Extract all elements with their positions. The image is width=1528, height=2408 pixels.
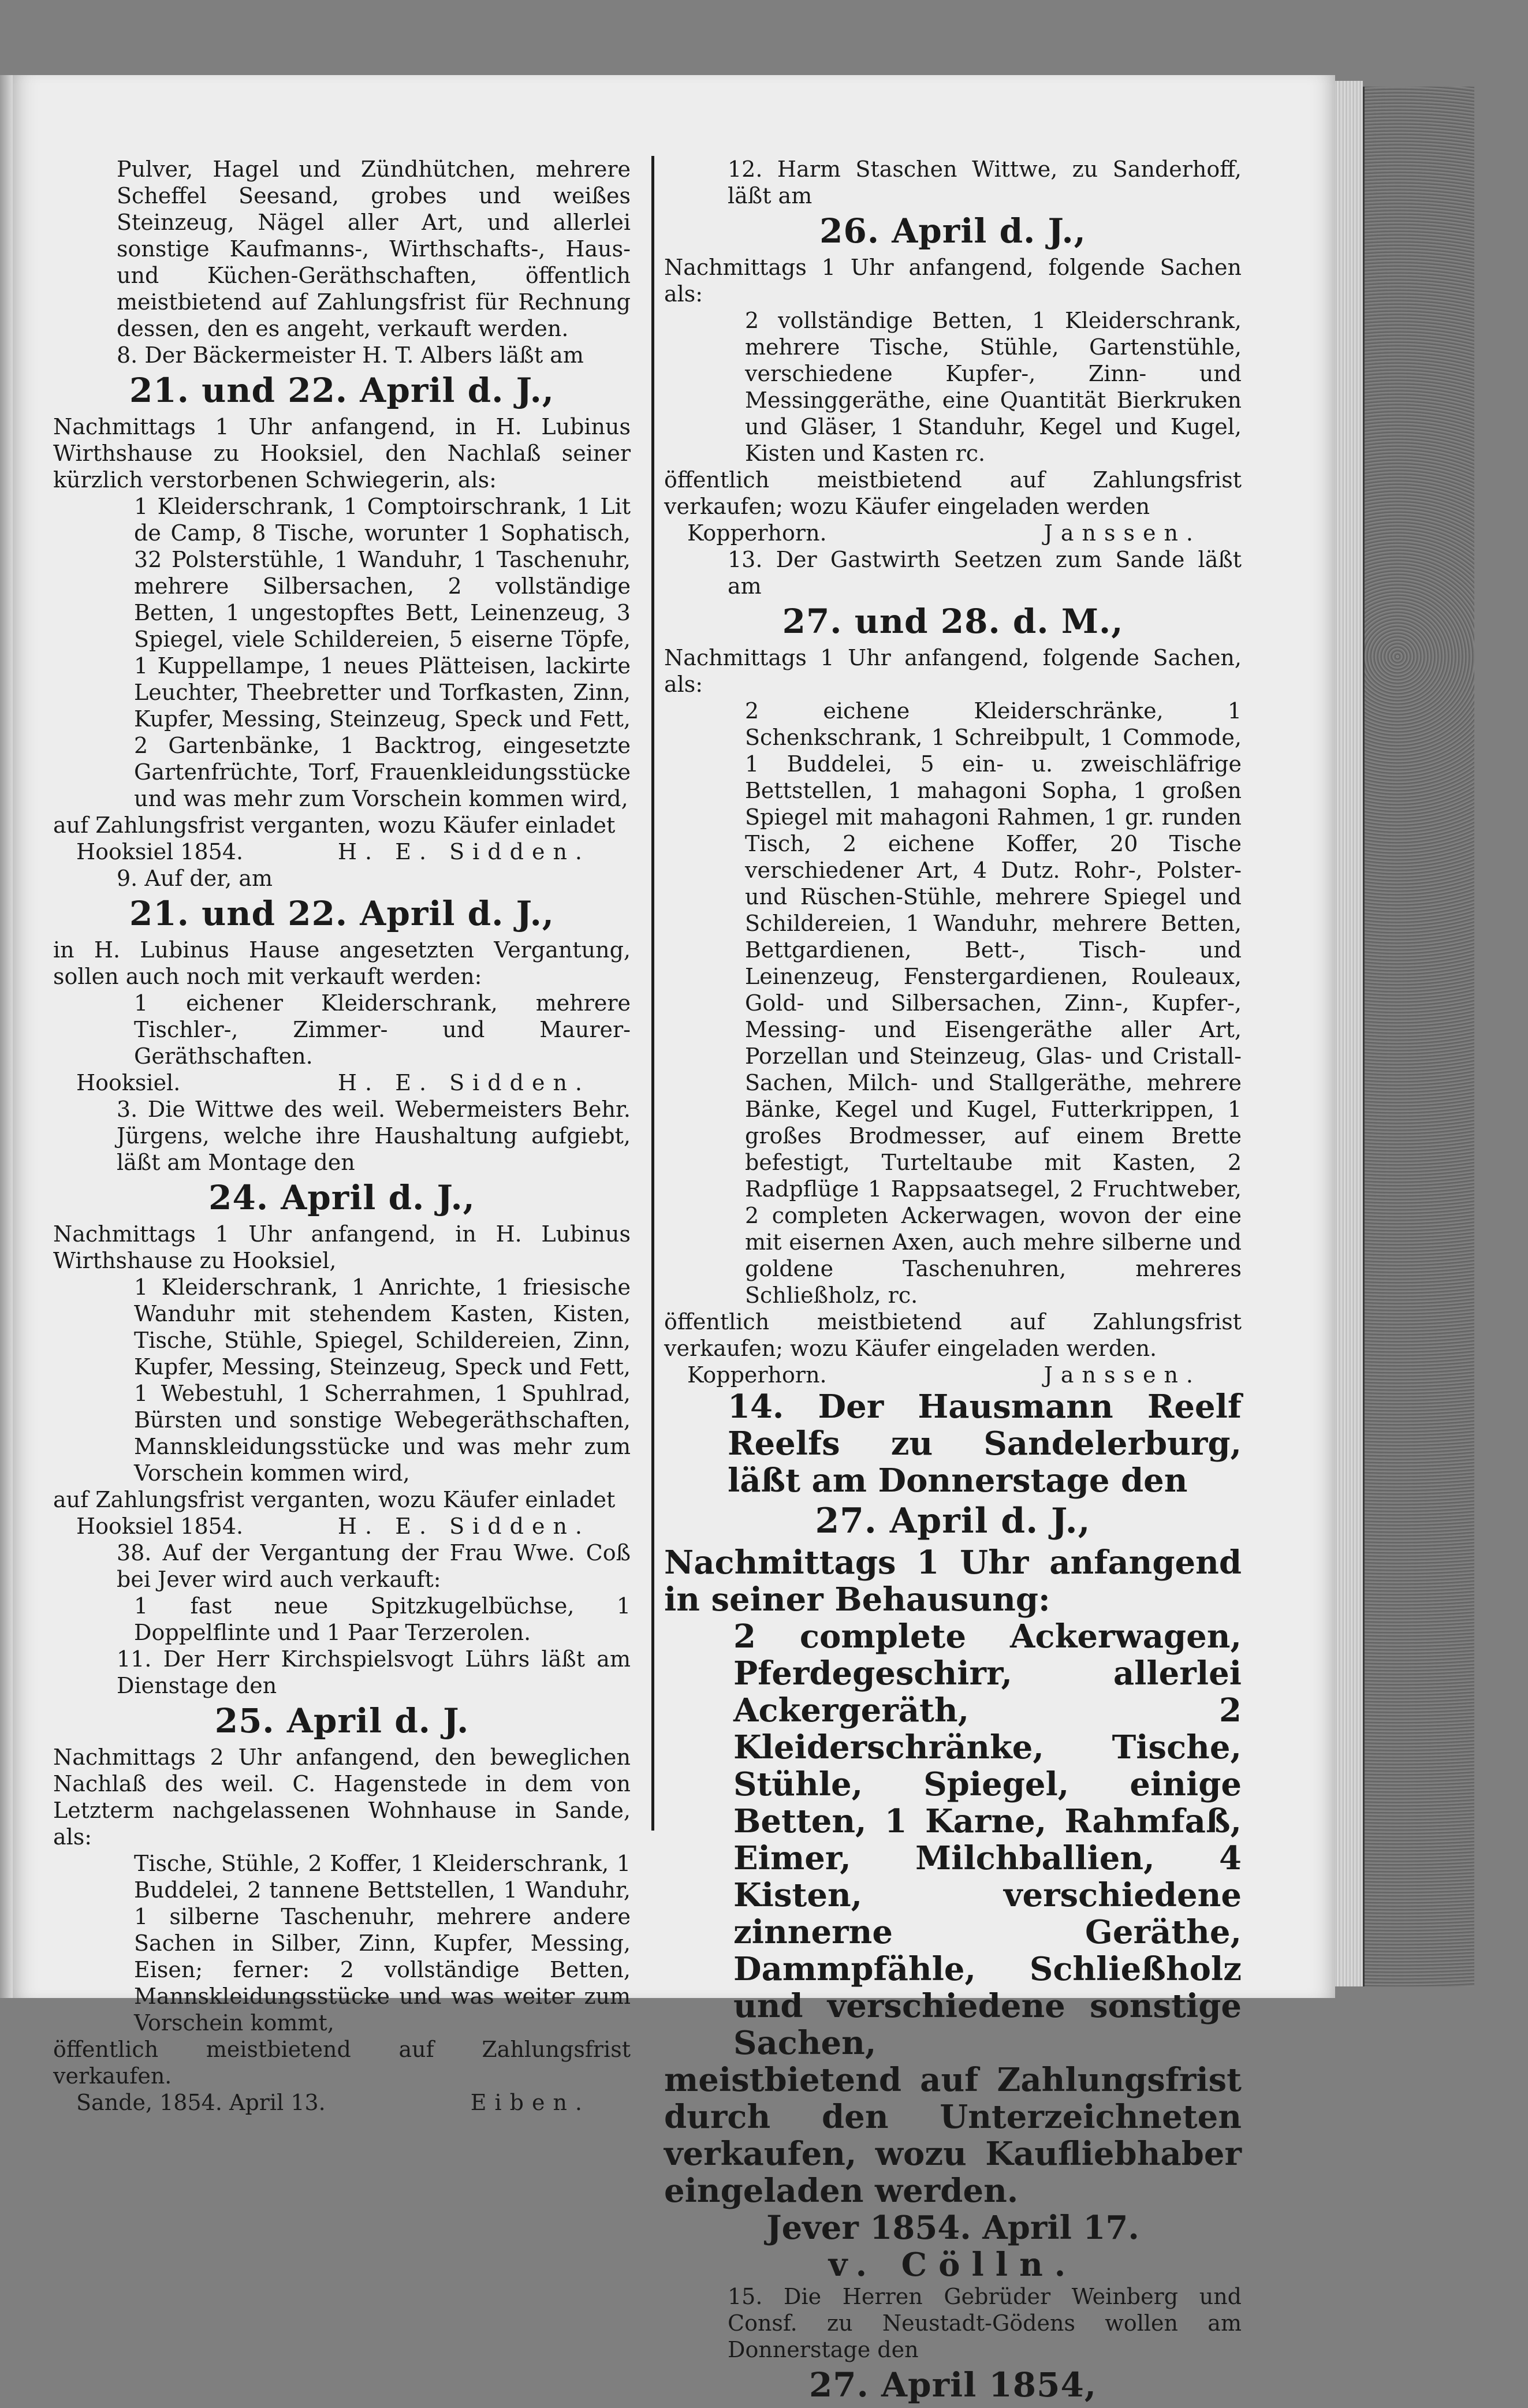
notice-13-signature: Janssen. <box>1043 1362 1201 1388</box>
notice-12-date: 26. April d. J., <box>819 211 1086 251</box>
notice-12-items: 2 vollständige Betten, 1 Kleiderschrank, mehrere Tische, Stühle, Gartenstühle, verschiedene Kupfer-, Zinn- und Messinggeräthe, eine Quantität Bierkruken und Gläser, 1 Standuhr, Kegel und Kugel, Kisten und Kasten rc. <box>745 308 1242 466</box>
notice-11-place: Sande, 1854. April 13. <box>76 2090 326 2115</box>
notice-14-date-line: Jever 1854. April 17. <box>766 2209 1139 2247</box>
notice-14-closing: meistbietend auf Zahlungsfrist durch den Unterzeichneten verkaufen, wozu Kaufliebhaber eingeladen werden. <box>664 2061 1242 2210</box>
notice-38-text: 38. Auf der Vergantung der Frau Wwe. Coß bei Jever wird auch verkauft: <box>117 1540 631 1592</box>
previous-page-edge <box>0 75 13 1998</box>
notice-15-date: 27. April 1854, <box>808 2365 1097 2405</box>
right-column <box>664 156 1242 2408</box>
notice-13-text: Nachmittags 1 Uhr anfangend, folgende Sachen, als: <box>664 645 1242 697</box>
notice-11-date: 25. April d. J. <box>214 1701 469 1740</box>
notice-8-closing: auf Zahlungsfrist verganten, wozu Käufer einladet <box>53 812 616 838</box>
notice-3-signature-line <box>53 1513 631 1540</box>
notice-11-items: Tische, Stühle, 2 Koffer, 1 Kleiderschrank, 1 Buddelei, 2 tannene Bettstellen, 1 Wanduhr, 1 silberne Taschenuhr, mehrere andere Sachen in Silber, Zinn, Kupfer, Messing, Eisen; ferner: 2 vollständige Betten, Mannskleidungsstücke und was weiter zum Vorschein kommt, <box>134 1851 631 2036</box>
notice-11-signature-line <box>53 2089 631 2116</box>
notice-14-text: Nachmittags 1 Uhr anfangend in seiner Behausung: <box>664 1544 1242 1619</box>
notice-3-date: 24. April d. J., <box>208 1178 475 1217</box>
notice-3-text: Nachmittags 1 Uhr anfangend, in H. Lubinus Wirthshause zu Hooksiel, <box>53 1221 631 1273</box>
notice-13-date: 27. und 28. d. M., <box>782 602 1124 641</box>
notice-9-text: in H. Lubinus Hause angesetzten Vergantung, sollen auch noch mit verkauft werden: <box>53 937 631 989</box>
notice-13-items: 2 eichene Kleiderschränke, 1 Schenkschrank, 1 Schreibpult, 1 Commode, 1 Buddelei, 5 ein- u. zweischläfrige Bettstellen, 1 mahagoni Sopha, 1 großen Spiegel mit mahagoni Rahmen, 1 gr. runden Tisch, 2 eichene Koffer, 20 Tische verschiedener Art, 4 Dutz. Rohr-, Polster- und Rüschen-Stühle, mehrere Spiegel und Schildereien, 1 Wanduhr, mehrere Betten, Bettgardienen, Bett-, Tisch- und Leinenzeug, Fenstergardienen, Rouleaux, Gold- und Silbersachen, Zinn-, Kupfer-, Messing- und Eisengeräthe aller Art, Porzellan und Steinzeug, Glas- und Cristall-Sachen, Milch- und Stallgeräthe, mehrere Bänke, Kegel und Kugel, Futterkrippen, 1 großes Brodmesser, auf einem Brette befestigt, Turteltaube mit Kasten, 2 Radpflüge 1 Rappsaatsegel, 2 Fruchtweber, 2 completen Ackerwagen, wovon der eine mit eisernen Axen, auch mehre silberne und goldene Taschenuhren, mehreres Schließholz, rc. <box>745 698 1242 1308</box>
notice-8-place: Hooksiel 1854. <box>76 839 244 864</box>
notice-14-block <box>664 1388 1242 2283</box>
notice-8-items: 1 Kleiderschrank, 1 Comptoirschrank, 1 Lit de Camp, 8 Tische, worunter 1 Sophatisch, 32 Polsterstühle, 1 Wanduhr, 1 Taschenuhr, mehrere Silbersachen, 2 vollständige Betten, 1 ungestopftes Bett, Leinenzeug, 3 Spiegel, viele Schildereien, 5 eiserne Töpfe, 1 Kuppellampe, 1 neues Plätteisen, lackirte Leuchter, Theebretter und Torfkasten, Zinn, Kupfer, Messing, Steinzeug, Speck und Fett, 2 Gartenbänke, 1 Backtrog, eingesetzte Gartenfrüchte, Torf, Frauenkleidungsstücke und was mehr zum Vorschein kommen wird, <box>134 494 631 811</box>
notice-14-signature: v. Cölln. <box>828 2246 1078 2284</box>
notice-8-date: 21. und 22. April d. J., <box>129 371 554 410</box>
notice-9-place: Hooksiel. <box>76 1070 181 1095</box>
notice-11-closing: öffentlich meistbietend auf Zahlungsfrist verkaufen. <box>53 2037 631 2089</box>
notice-11-signature: Eiben. <box>470 2090 590 2115</box>
notice-11-text: Nachmittags 2 Uhr anfangend, den beweglichen Nachlaß des weil. C. Hagenstede in dem von Letzterm nachgelassenen Wohnhause in Sande, als: <box>53 1745 631 1850</box>
notice-3-place: Hooksiel 1854. <box>76 1514 244 1539</box>
book-cover <box>1363 87 1474 1986</box>
notice-38-items: 1 fast neue Spitzkugelbüchse, 1 Doppelflinte und 1 Paar Terzerolen. <box>134 1593 631 1645</box>
notice-9-date: 21. und 22. April d. J., <box>129 894 554 933</box>
notice-12-signature: Janssen. <box>1043 520 1201 546</box>
notice-14-date: 27. April d. J., <box>815 1501 1091 1541</box>
notice-12-text: Nachmittags 1 Uhr anfangend, folgende Sachen als: <box>664 255 1242 307</box>
column-divider <box>651 156 654 1831</box>
notice-8-intro: 8. Der Bäckermeister H. T. Albers läßt am <box>117 342 584 368</box>
notice-13-signature-line <box>664 1362 1242 1388</box>
notice-3-signature: H. E. Sidden. <box>337 1514 590 1539</box>
notice-9-signature-line <box>53 1069 631 1096</box>
notice-14-intro: 14. Der Hausmann Reelf Reelfs zu Sandelerburg, läßt am Donnerstage den <box>728 1388 1242 1500</box>
notice-8-signature-line <box>53 838 631 865</box>
page-stack-edge <box>1335 81 1363 1986</box>
notice-15-intro: 15. Die Herren Gebrüder Weinberg und Consf. zu Neustadt-Gödens wollen am Donnerstage den <box>728 2284 1242 2362</box>
notice-12-closing: öffentlich meistbietend auf Zahlungsfrist verkaufen; wozu Käufer eingeladen werden <box>664 467 1242 519</box>
notice-14-items: 2 complete Ackerwagen, Pferdegeschirr, allerlei Ackergeräth, 2 Kleiderschränke, Tische, Stühle, Spiegel, einige Betten, 1 Karne, Rahmfaß, Eimer, Milchballien, 4 Kisten, verschiedene zinnerne Geräthe, Dammpfähle, Schließholz und verschiedene sonstige Sachen, <box>733 1617 1242 2062</box>
notice-3-closing: auf Zahlungsfrist verganten, wozu Käufer einladet <box>53 1487 616 1512</box>
notice-8-text: Nachmittags 1 Uhr anfangend, in H. Lubinus Wirthshause zu Hooksiel, den Nachlaß seiner kürzlich verstorbenen Schwiegerin, als: <box>53 414 631 493</box>
notice-12-signature-line <box>664 520 1242 546</box>
notice-13-intro: 13. Der Gastwirth Seetzen zum Sande läßt am <box>728 547 1242 599</box>
notice-3-items: 1 Kleiderschrank, 1 Anrichte, 1 friesische Wanduhr mit stehendem Kasten, Kisten, Tische, Stühle, Spiegel, Schildereien, Zinn, Kupfer, Messing, Steinzeug, Speck und Fett, 1 Webestuhl, 1 Scherrahmen, 1 Spuhlrad, Bürsten und sonstige Webegeräthschaften, Mannskleidungsstücke und was mehr zum Vorschein kommen wird, <box>134 1274 631 1486</box>
notice-8-signature: H. E. Sidden. <box>337 839 590 864</box>
notice-9-intro: 9. Auf der, am <box>117 866 273 891</box>
notice-7-items: Pulver, Hagel und Zündhütchen, mehrere Scheffel Seesand, grobes und weißes Steinzeug, Nägel aller Art, und allerlei sonstige Kaufmanns-, Wirthschafts-, Haus- und Küchen-Geräthschaften, öffentlich meistbietend auf Zahlungsfrist für Rechnung dessen, den es angeht, verkauft werden. <box>117 156 631 341</box>
notice-9-items: 1 eichener Kleiderschrank, mehrere Tischler-, Zimmer- und Maurer-Geräthschaften. <box>134 990 631 1069</box>
notice-12-intro: 12. Harm Staschen Wittwe, zu Sanderhoff, läßt am <box>728 156 1242 208</box>
notice-12-place: Kopperhorn. <box>687 520 827 546</box>
notice-9-signature: H. E. Sidden. <box>337 1070 590 1095</box>
notice-13-closing: öffentlich meistbietend auf Zahlungsfrist verkaufen; wozu Käufer eingeladen werden. <box>664 1309 1242 1361</box>
notice-13-place: Kopperhorn. <box>687 1362 827 1388</box>
notice-11-intro: 11. Der Herr Kirchspielsvogt Lührs läßt am Dienstage den <box>117 1646 631 1698</box>
notice-3-intro: 3. Die Wittwe des weil. Webermeisters Behr. Jürgens, welche ihre Haushaltung aufgiebt, läßt am Montage den <box>117 1097 631 1175</box>
left-column <box>53 156 631 2116</box>
